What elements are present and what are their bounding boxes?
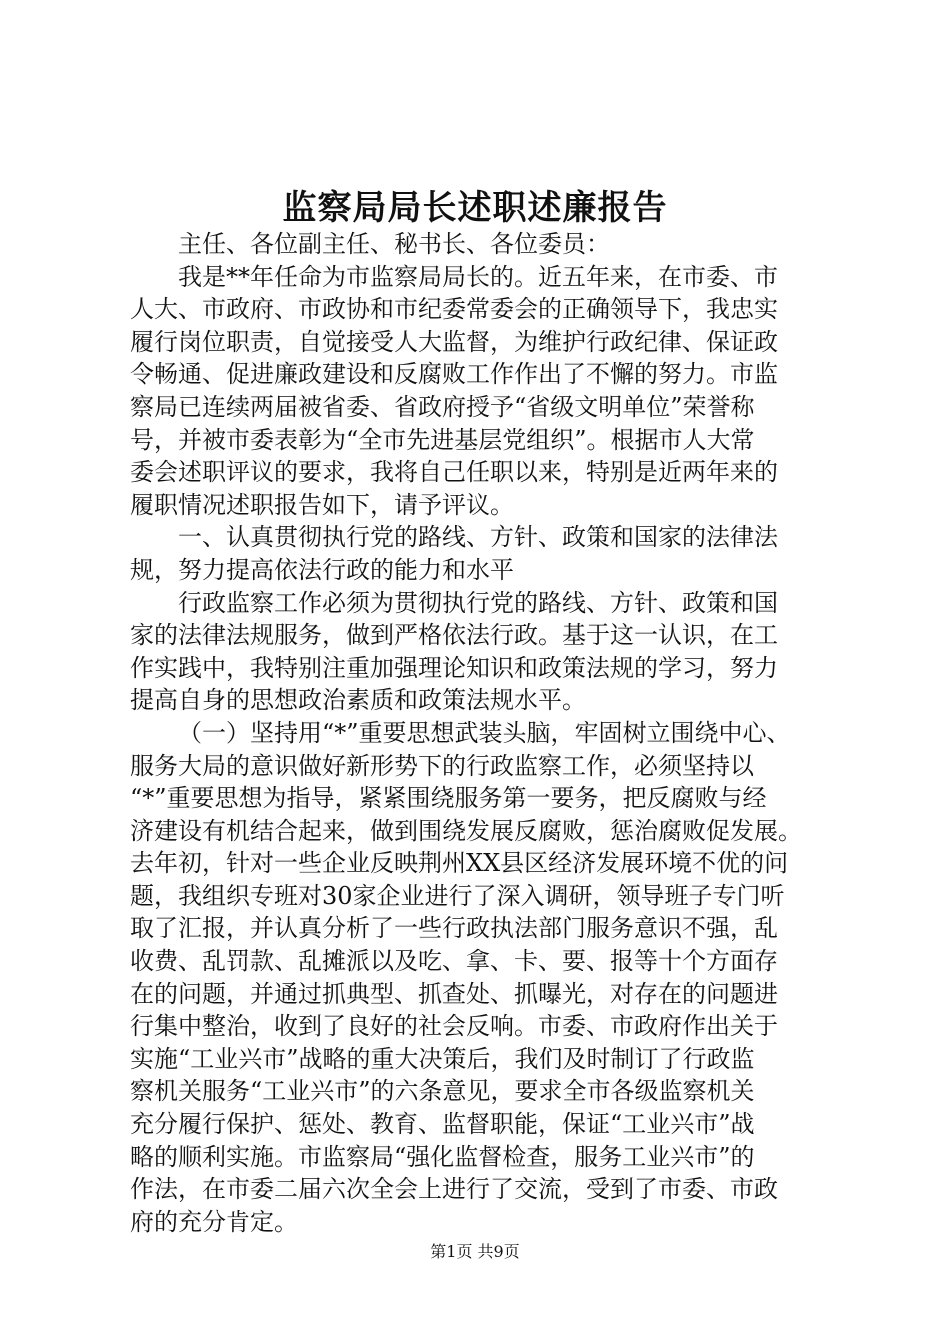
intro-paragraph xyxy=(130,261,830,522)
text-line: 济建设有机结合起来，做到围绕发展反腐败，惩治腐败促发展。 xyxy=(130,816,802,845)
text-line: 题，我组织专班对30家企业进行了深入调研，领导班子专门听 xyxy=(130,881,785,910)
text-line: “*”重要思想为指导，紧紧围绕服务第一要务，把反腐败与经 xyxy=(130,784,767,813)
section-heading-line: 规，努力提高依法行政的能力和水平 xyxy=(130,555,514,584)
text-line: 人大、市政府、市政协和市纪委常委会的正确领导下，我忠实 xyxy=(130,295,778,324)
text-line: 我是**年任命为市监察局局长的。近五年来，在市委、市 xyxy=(178,262,778,291)
text-line: 行政监察工作必须为贯彻执行党的路线、方针、政策和国 xyxy=(178,588,778,617)
text-line: 服务大局的意识做好新形势下的行政监察工作，必须坚持以 xyxy=(130,751,754,780)
subsection-paragraph xyxy=(130,717,830,1239)
text-line: 取了汇报，并认真分析了一些行政执法部门服务意识不强，乱 xyxy=(130,914,778,943)
text-line: 去年初，针对一些企业反映荆州XX县区经济发展环境不优的问 xyxy=(130,849,789,878)
text-line: 委会述职评议的要求，我将自己任职以来，特别是近两年来的 xyxy=(130,458,778,487)
text-line: 履行岗位职责，自觉接受人大监督，为维护行政纪律、保证政 xyxy=(130,327,778,356)
text-line: 察局已连续两届被省委、省政府授予“省级文明单位”荣誉称 xyxy=(130,392,755,421)
text-line: （一）坚持用“*”重要思想武装头脑，牢固树立围绕中心、 xyxy=(178,718,791,747)
text-line: 在的问题，并通过抓典型、抓查处、抓曝光，对存在的问题进 xyxy=(130,979,778,1008)
text-line: 令畅通、促进廉政建设和反腐败工作作出了不懈的努力。市监 xyxy=(130,360,778,389)
section-intro-paragraph xyxy=(130,587,830,717)
document-body xyxy=(130,228,830,1238)
text-line: 号，并被市委表彰为“全市先进基层党组织”。根据市人大常 xyxy=(130,425,755,454)
text-line: 作法，在市委二届六次全会上进行了交流，受到了市委、市政 xyxy=(130,1175,778,1204)
text-line: 行集中整治，收到了良好的社会反响。市委、市政府作出关于 xyxy=(130,1012,778,1041)
section-heading-paragraph xyxy=(130,521,830,586)
salutation-paragraph xyxy=(130,228,830,261)
text-line: 作实践中，我特别注重加强理论知识和政策法规的学习，努力 xyxy=(130,653,778,682)
text-line: 主任、各位副主任、秘书长、各位委员： xyxy=(178,230,610,258)
text-line: 充分履行保护、惩处、教育、监督职能，保证“工业兴市”战 xyxy=(130,1110,755,1139)
text-line: 提高自身的思想政治素质和政策法规水平。 xyxy=(130,686,586,715)
section-heading-line: 一、认真贯彻执行党的路线、方针、政策和国家的法律法 xyxy=(178,523,778,552)
text-line: 实施“工业兴市”战略的重大决策后，我们及时制订了行政监 xyxy=(130,1044,755,1073)
text-line: 略的顺利实施。市监察局“强化监督检查，服务工业兴市”的 xyxy=(130,1142,755,1171)
text-line: 家的法律法规服务，做到严格依法行政。基于这一认识，在工 xyxy=(130,621,778,650)
text-line: 收费、乱罚款、乱摊派以及吃、拿、卡、要、报等十个方面存 xyxy=(130,947,778,976)
page-footer: 第1页 共9页 xyxy=(430,1242,520,1261)
text-line: 履职情况述职报告如下，请予评议。 xyxy=(130,490,514,519)
document-title: 监察局局长述职述廉报告 xyxy=(282,188,668,228)
text-line: 府的充分肯定。 xyxy=(130,1207,298,1236)
text-line: 察机关服务“工业兴市”的六条意见，要求全市各级监察机关 xyxy=(130,1077,755,1106)
